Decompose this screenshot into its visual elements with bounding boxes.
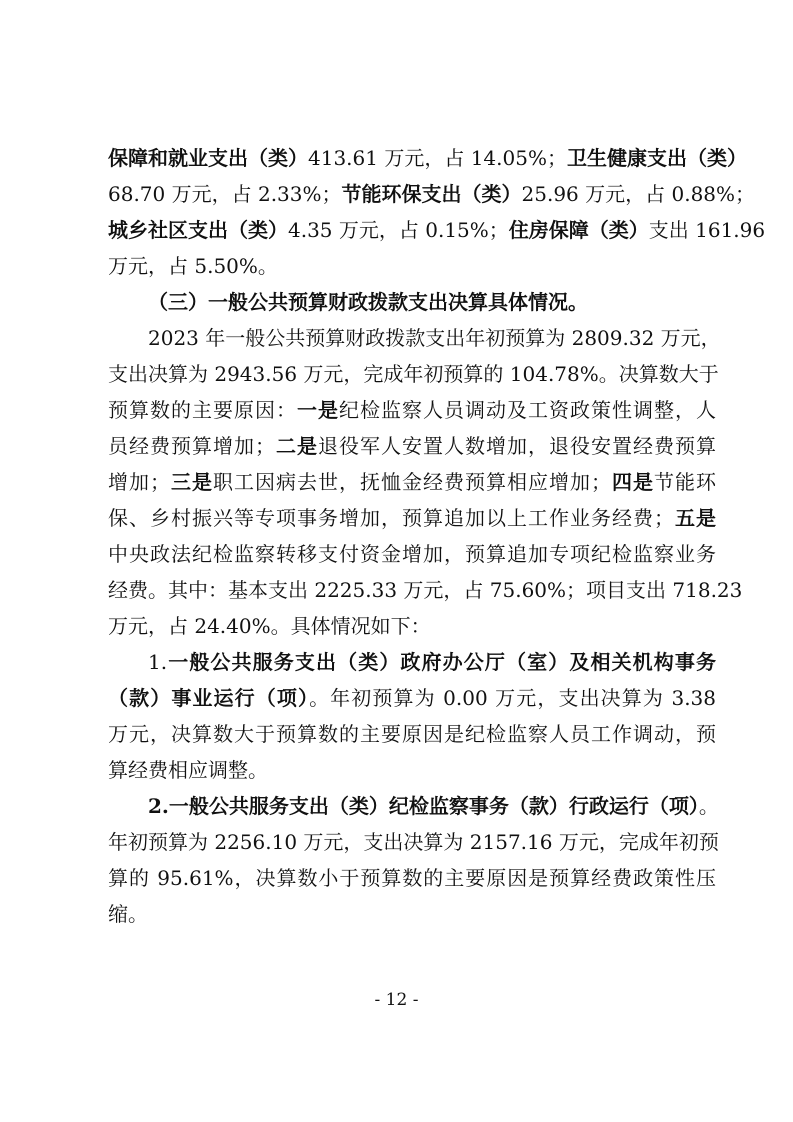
text-line (108, 572, 743, 608)
text-span: 员经费预算增加； (108, 434, 275, 458)
bold-text: 一般公共服务支出（类）政府办公厅（室）及相关机构事务 (167, 650, 716, 674)
text-span: 算经费相应调整。 (108, 758, 268, 782)
text-span: 支出 161.96 (648, 218, 766, 242)
text-span: 年初预算为 2256.10 万元，支出决算为 2157.16 万元，完成年初预 (108, 830, 719, 854)
text-line (108, 644, 716, 680)
text-span: 。 (698, 794, 719, 818)
text-line (108, 608, 716, 644)
bold-text: 卫生健康支出（类） (566, 146, 747, 170)
text-span: 保、乡村振兴等专项事务增加，预算追加以上工作业务经费； (108, 506, 674, 530)
text-span: 纪检监察人员调动及工资政策性调整，人 (339, 398, 716, 422)
text-line (108, 284, 716, 320)
bold-text: 保障和就业支出（类） (108, 146, 308, 170)
text-span: 4.35 万元，占 0.15%； (288, 218, 509, 242)
bold-text: （款）事业运行（项） (108, 686, 310, 710)
text-line (108, 356, 719, 392)
bold-text: （三）一般公共预算财政拨款支出决算具体情况。 (148, 290, 588, 314)
text-span: 68.70 万元，占 2.33%； (108, 182, 342, 206)
bold-text: 节能环保支出（类） (341, 182, 522, 206)
text-line (108, 464, 716, 500)
text-line (108, 140, 747, 176)
text-span: 中央政法纪检监察转移支付资金增加，预算追加专项纪检监察业务 (108, 542, 716, 566)
bold-text: 2.一般公共服务支出（类）纪检监察事务（款）行政运行（项） (148, 794, 699, 818)
text-span: 退役军人安置人数增加，退役安置经费预算 (318, 434, 716, 458)
text-span: 支出决算为 2943.56 万元，完成年初预算的 104.78%。决算数大于 (108, 362, 719, 386)
bold-text: 五是 (674, 506, 716, 530)
bold-text: 四是 (611, 470, 654, 494)
document-body (108, 140, 766, 932)
text-line (108, 500, 716, 536)
bold-text: 三是 (170, 470, 213, 494)
text-line (108, 716, 716, 752)
text-span: 预算数的主要原因： (108, 398, 297, 422)
text-span: 缩。 (108, 902, 148, 926)
text-line (108, 824, 719, 860)
text-span: 经费。其中：基本支出 2225.33 万元，占 75.60%；项目支出 718.23 (108, 578, 743, 602)
text-span: 万元，占 5.50%。 (108, 254, 278, 278)
text-line (108, 392, 716, 428)
text-line (108, 680, 716, 716)
text-span: 1. (148, 650, 168, 674)
text-span: 25.96 万元，占 0.88%； (521, 182, 756, 206)
text-span: 增加； (108, 470, 170, 494)
bold-text: 二是 (275, 434, 318, 458)
bold-text: 一是 (297, 398, 339, 422)
text-span: 万元，决算数大于预算数的主要原因是纪检监察人员工作调动，预 (108, 722, 716, 746)
bold-text: 城乡社区支出（类） (108, 218, 288, 242)
text-line (108, 752, 716, 788)
text-span: 节能环 (654, 470, 716, 494)
page-number: - 12 - (374, 990, 419, 1010)
text-line (108, 860, 716, 896)
text-line (108, 176, 756, 212)
text-line (108, 536, 716, 572)
text-span: 万元，占 24.40%。具体情况如下： (108, 614, 431, 638)
text-line (108, 248, 716, 284)
text-span: 。年初预算为 0.00 万元，支出决算为 3.38 (309, 686, 716, 710)
text-span: 413.61 万元，占 14.05%； (308, 146, 567, 170)
text-line (108, 428, 716, 464)
text-span: 算的 95.61%，决算数小于预算数的主要原因是预算经费政策性压 (108, 866, 716, 890)
text-line (108, 896, 716, 932)
text-span: 2023 年一般公共预算财政拨款支出年初预算为 2809.32 万元， (148, 326, 721, 350)
text-span: 职工因病去世，抚恤金经费预算相应增加； (213, 470, 611, 494)
text-line (108, 320, 721, 356)
text-line (108, 212, 766, 248)
text-line (108, 788, 719, 824)
bold-text: 住房保障（类） (508, 218, 649, 242)
